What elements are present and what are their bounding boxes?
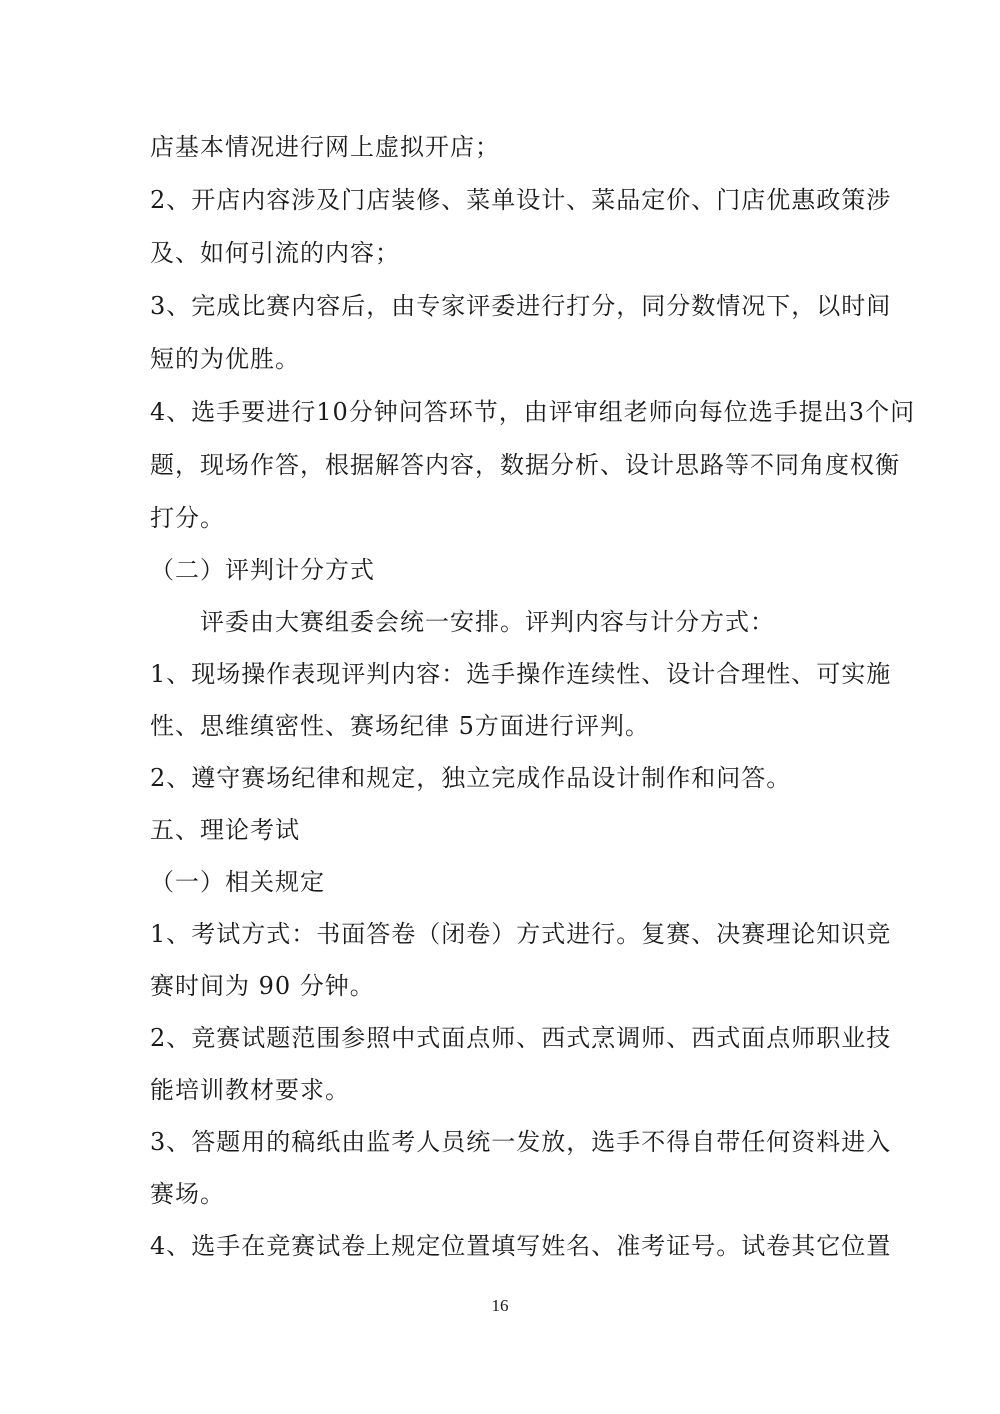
text-line: 1、现场操作表现评判内容：选手操作连续性、设计合理性、可实施 [150, 660, 892, 688]
text-line: 3、答题用的稿纸由监考人员统一发放，选手不得自带任何资料进入 [150, 1128, 892, 1156]
text-line: 2、竞赛试题范围参照中式面点师、西式烹调师、西式面点师职业技 [150, 1024, 892, 1052]
text-line: 及、如何引流的内容； [150, 239, 400, 267]
text-line: 性、思维缜密性、赛场纪律 5方面进行评判。 [150, 712, 650, 740]
text-line: 赛时间为 90 分钟。 [150, 972, 375, 1000]
text-line: 店基本情况进行网上虚拟开店； [150, 133, 500, 161]
section-heading: （二）评判计分方式 [150, 556, 375, 584]
chapter-heading: 五、理论考试 [150, 816, 300, 844]
paragraph-intro: 评委由大赛组委会统一安排。评判内容与计分方式： [200, 608, 775, 636]
text-line: 2、开店内容涉及门店装修、菜单设计、菜品定价、门店优惠政策涉 [150, 186, 892, 214]
text-line: 短的为优胜。 [150, 345, 300, 373]
text-line: 打分。 [150, 504, 225, 532]
text-line: 4、选手要进行10分钟问答环节，由评审组老师向每位选手提出3个问 [150, 398, 916, 426]
section-heading: （一）相关规定 [150, 868, 325, 896]
text-line: 2、遵守赛场纪律和规定，独立完成作品设计制作和问答。 [150, 764, 792, 792]
text-line: 4、选手在竞赛试卷上规定位置填写姓名、准考证号。试卷其它位置 [150, 1232, 892, 1260]
text-line: 能培训教材要求。 [150, 1076, 350, 1104]
text-line: 赛场。 [150, 1180, 225, 1208]
text-line: 题，现场作答，根据解答内容，数据分析、设计思路等不同角度权衡 [150, 451, 900, 479]
text-line: 3、完成比赛内容后，由专家评委进行打分，同分数情况下，以时间 [150, 292, 892, 320]
text-line: 1、考试方式：书面答卷（闭卷）方式进行。复赛、决赛理论知识竞 [150, 920, 892, 948]
page-number: 16 [491, 1296, 509, 1315]
